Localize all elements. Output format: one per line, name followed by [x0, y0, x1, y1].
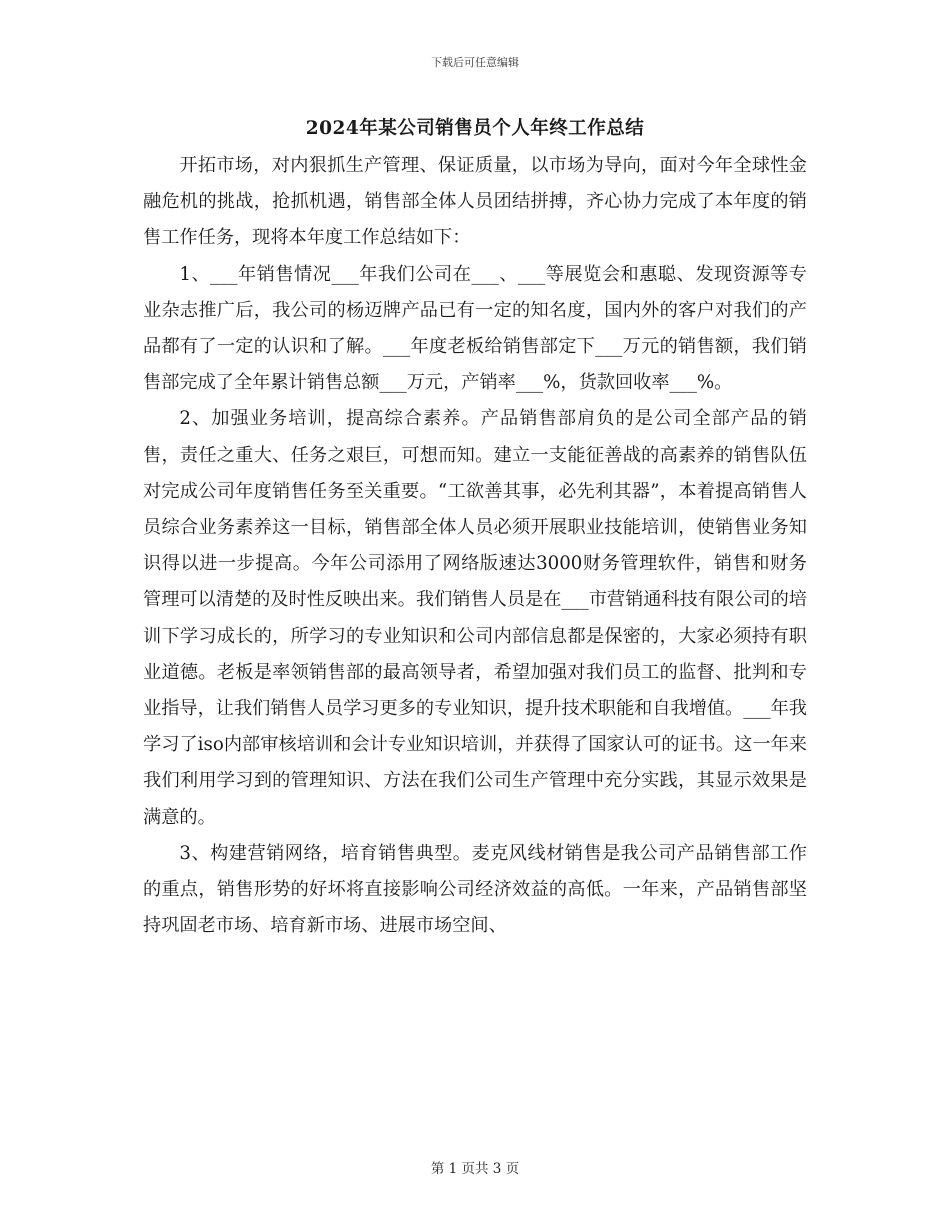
page-indicator: 第 1 页共 3 页 [430, 1161, 520, 1177]
document-title: 2024年某公司销售员个人年终工作总结 [305, 118, 645, 139]
paragraph-sales-status: 1、___年销售情况___年我们公司在___、___等展览会和惠聪、发现资源等专业杂志推广后，我公司的杨迈牌产品已有一定的知名度，国内外的客户对我们的产品都有了一定的认识和了解。___年度老板给销售部定下___万元的销售额，我们销售部完成了全年累计销售总额___万元，产销率___%，货款回收率___%。 [143, 263, 807, 394]
header-note: 下载后可任意编辑 [431, 56, 519, 69]
paragraph-training: 2、加强业务培训，提高综合素养。产品销售部肩负的是公司全部产品的销售，责任之重大、任务之艰巨，可想而知。建立一支能征善战的高素养的销售队伍对完成公司年度销售任务至关重要。“工欲善其事，必先利其器”，本着提高销售人员综合业务素养这一目标，销售部全体人员必须开展职业技能培训，使销售业务知识得以进一步提高。今年公司添用了网络版速达3000财务管理软件，销售和财务管理可以清楚的及时性反映出来。我们销售人员是在___市营销通科技有限公司的培训下学习成长的，所学习的专业知识和公司内部信息都是保密的，大家必须持有职业道德。老板是率领销售部的最高领导者，希望加强对我们员工的监督、批判和专业指导，让我们销售人员学习更多的专业知识，提升技术职能和自我增值。___年我学习了iso内部审核培训和会计专业知识培训，并获得了国家认可的证书。这一年来我们利用学习到的管理知识、方法在我们公司生产管理中充分实践，其显示效果是满意的。 [143, 408, 807, 828]
paragraph-intro: 开拓市场，对内狠抓生产管理、保证质量，以市场为导向，面对今年全球性金融危机的挑战，抢抓机遇，销售部全体人员团结拼搏，齐心协力完成了本年度的销售工作任务，现将本年度工作总结如下： [143, 155, 807, 249]
document-body [143, 148, 807, 944]
paragraph-marketing-network: 3、构建营销网络，培育销售典型。麦克风线材销售是我公司产品销售部工作的重点，销售形势的好坏将直接影响公司经济效益的高低。一年来，产品销售部坚持巩固老市场、培育新市场、进展市场空间、 [143, 842, 807, 937]
